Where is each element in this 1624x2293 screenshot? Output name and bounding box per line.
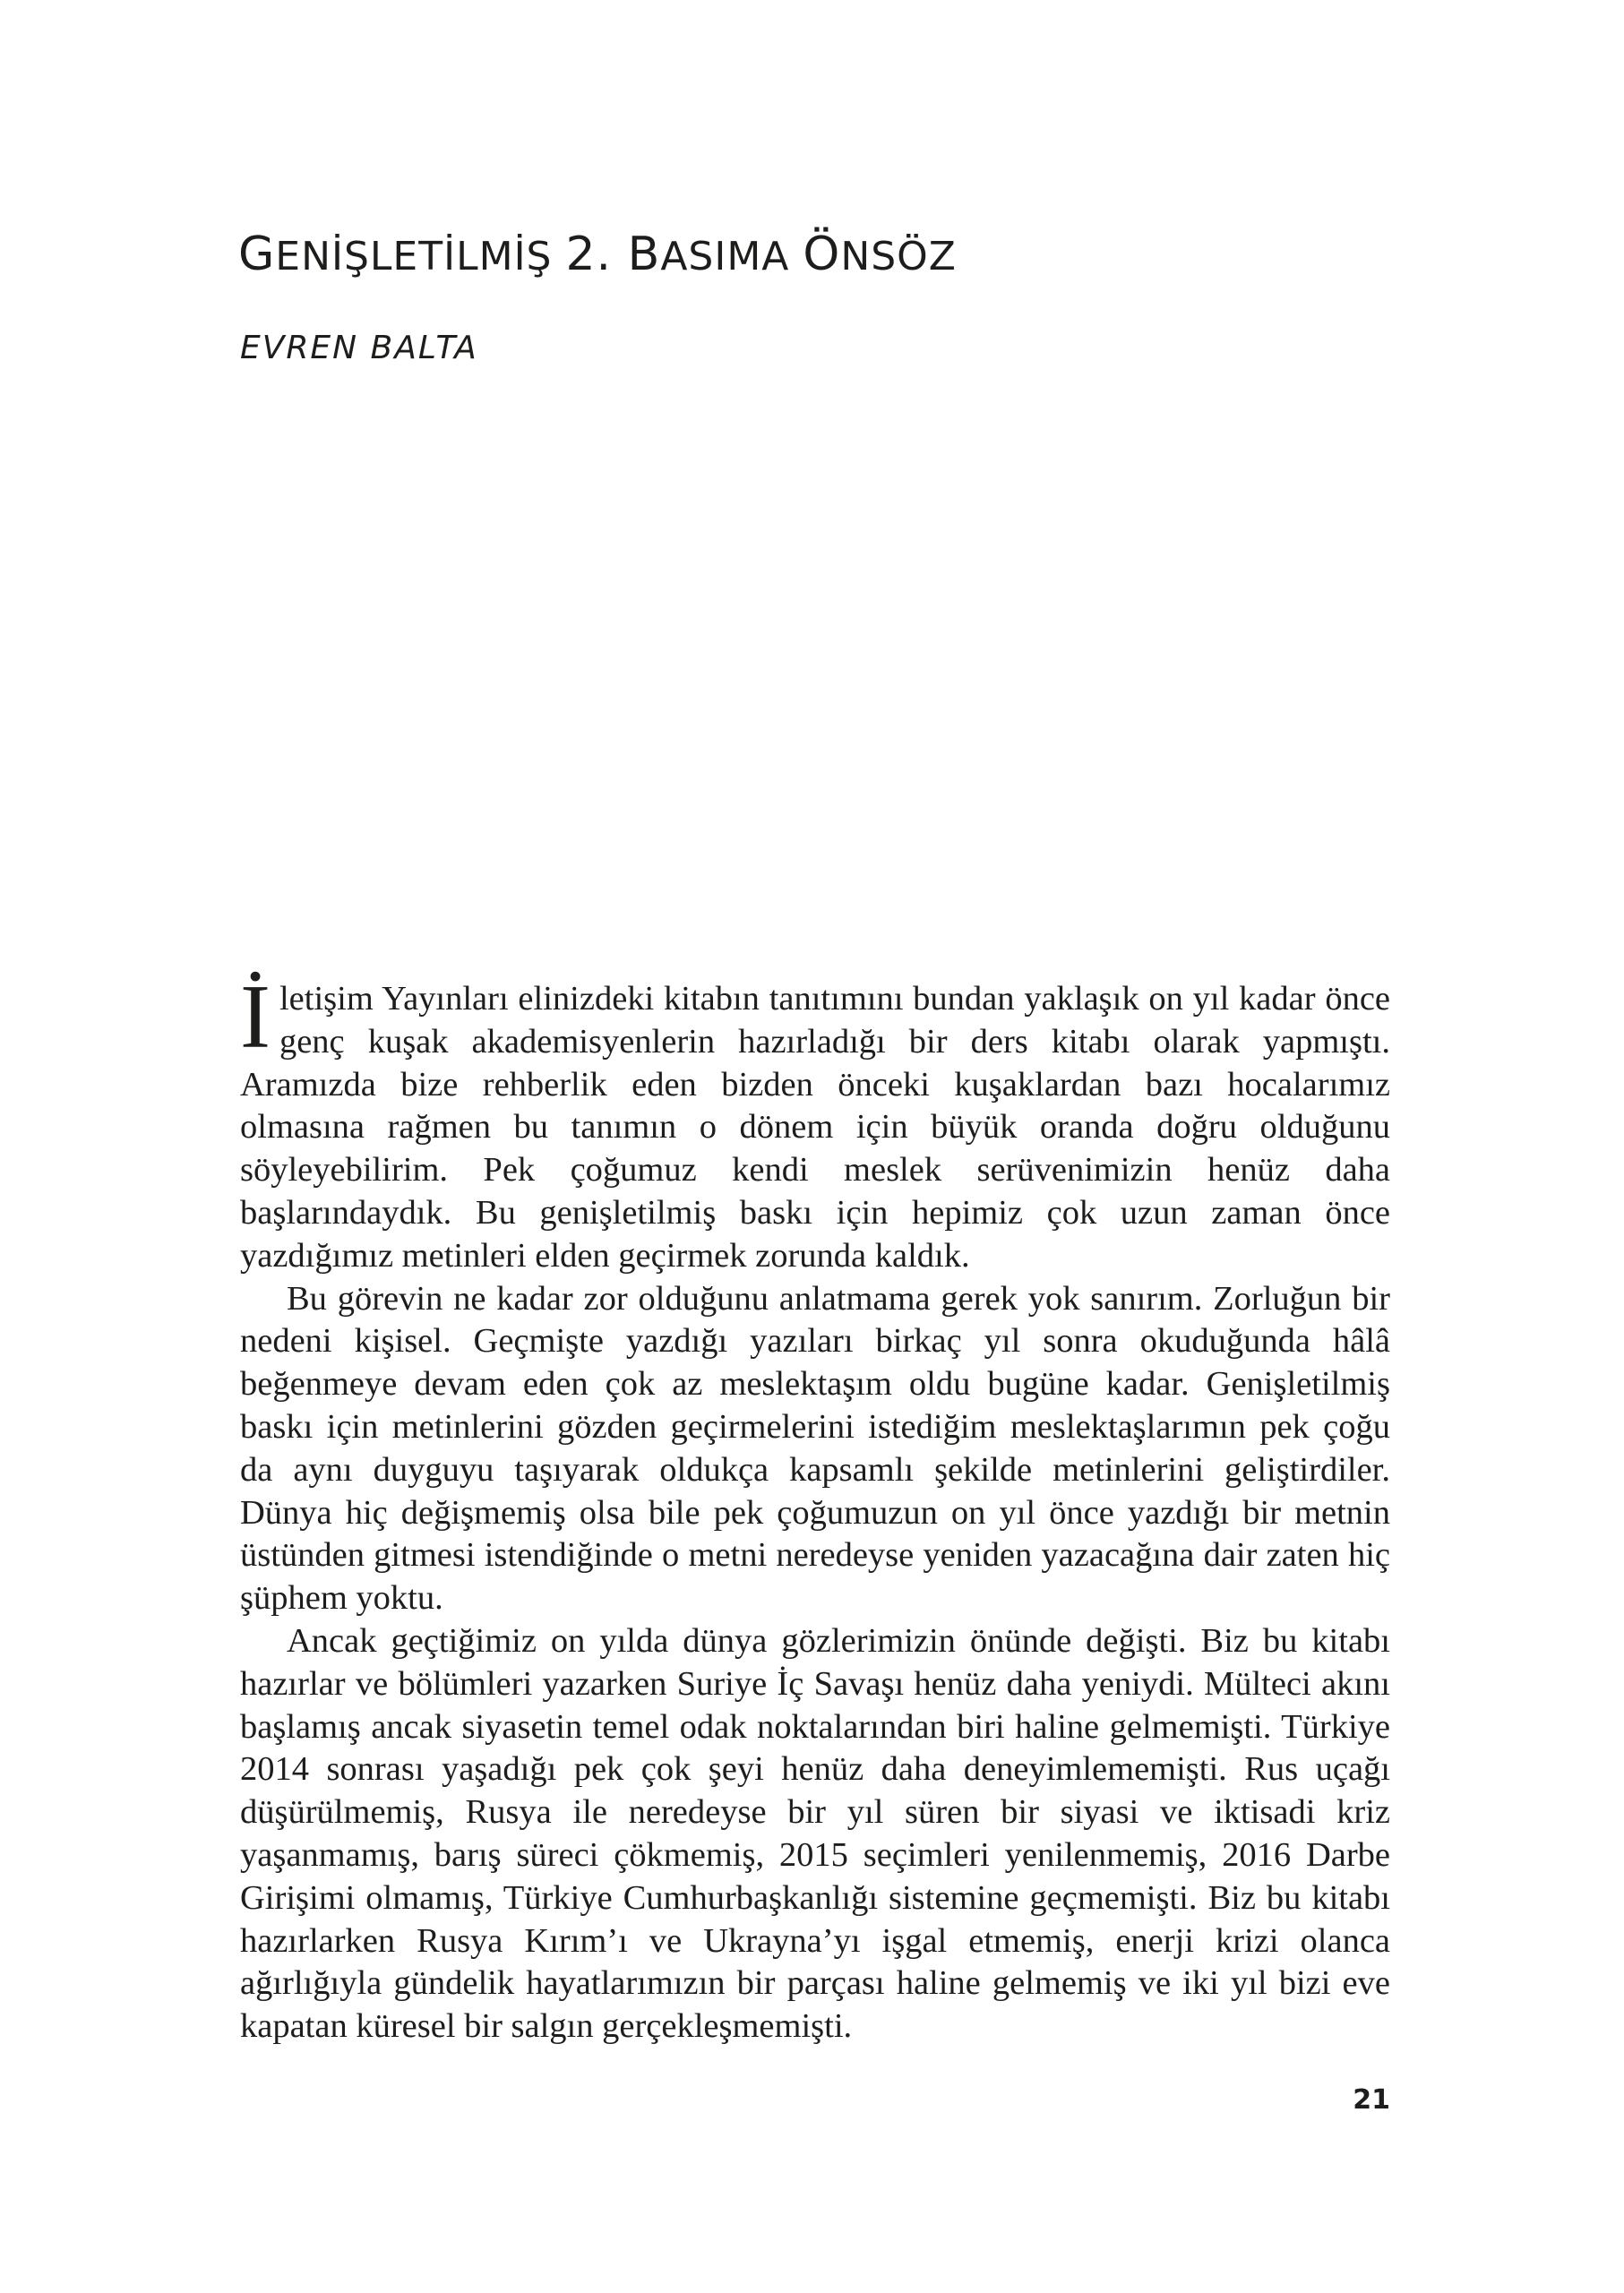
title-cap-g: G — [238, 228, 276, 281]
title-word-basima: ASIMA — [660, 234, 803, 279]
chapter-title — [238, 229, 957, 282]
author-name: EVREN BALTA — [240, 330, 478, 366]
paragraph: Ancak geçtiğimiz on yılda dünya gözlerimizin önünde değişti. Biz bu kitabı hazırlar ve bölümleri yazarken Suriye İç Savaşı henüz daha yeniydi. Mülteci akını başlamış ancak siyasetin temel odak noktalarından biri haline gelmemişti. Türkiye 2014 sonrası yaşadığı pek çok şeyi henüz daha deneyimlememişti. Rus uçağı düşürülmemiş, Rusya ile neredeyse bir yıl süren bir siyasi ve iktisadi kriz yaşanmamış, barış süreci çökmemiş, 2015 seçimleri yenilenmemiş, 2016 Darbe Girişimi olmamış, Türkiye Cumhurbaşkanlığı sistemine geçmemişti. Biz bu kitabı hazırlarken Rusya Kırım’ı ve Ukrayna’yı işgal etmemiş, enerji krizi olanca ağırlığıyla gündelik hayatlarımızın bir parçası haline gelmemiş ve iki yıl bizi eve kapatan küresel bir salgın gerçekleşmemişti. — [240, 1621, 1390, 2046]
page-number: 21 — [1353, 2084, 1390, 2116]
title-word-genisletilmis: ENİŞLETİLMİŞ — [275, 234, 566, 279]
title-cap-o: Ö — [803, 228, 841, 281]
paragraph-1-text: letişim Yayınları elinizdeki kitabın tanıtımını bundan yaklaşık on yıl kadar önce genç kuşak akademisyenlerin hazırladığı bir ders kitabı olarak yapmıştı. Aramızda bize rehberlik eden bizden önceki kuşaklardan bazı hocalarımız olmasına rağmen bu tanımın o dönem için büyük oranda doğru olduğunu söyleyebilirim. Pek çoğumuz kendi meslek serüvenimizin henüz daha başlarındaydık. Bu genişletilmiş baskı için hepimiz çok uzun zaman önce yazdığımız metinleri elden geçirmek zorunda kaldık. — [240, 980, 1390, 1275]
title-word-onsoz: NSÖZ — [840, 234, 957, 279]
title-edition-number: 2. — [565, 228, 628, 281]
body-text — [240, 966, 1390, 2048]
title-cap-b: B — [627, 228, 661, 281]
drop-cap: İ — [240, 966, 271, 1068]
paragraph — [240, 966, 1390, 1278]
paragraph: Bu görevin ne kadar zor olduğunu anlatmama gerek yok sanırım. Zorluğun bir nedeni kişisel. Geçmişte yazdığı yazıları birkaç yıl sonra okuduğunda hâlâ beğenmeye devam eden çok az meslektaşım oldu bugüne kadar. Genişletilmiş baskı için metinlerini gözden geçirmelerini istediğim meslektaşlarımın pek çoğu da aynı duyguyu taşıyarak oldukça kapsamlı şekilde metinlerini geliştirdiler. Dünya hiç değişmemiş olsa bile pek çoğumuzun on yıl önce yazdığı bir metnin üstünden gitmesi istendiğinde o metni neredeyse yeniden yazacağına dair zaten hiç şüphem yoktu. — [240, 1279, 1390, 1618]
